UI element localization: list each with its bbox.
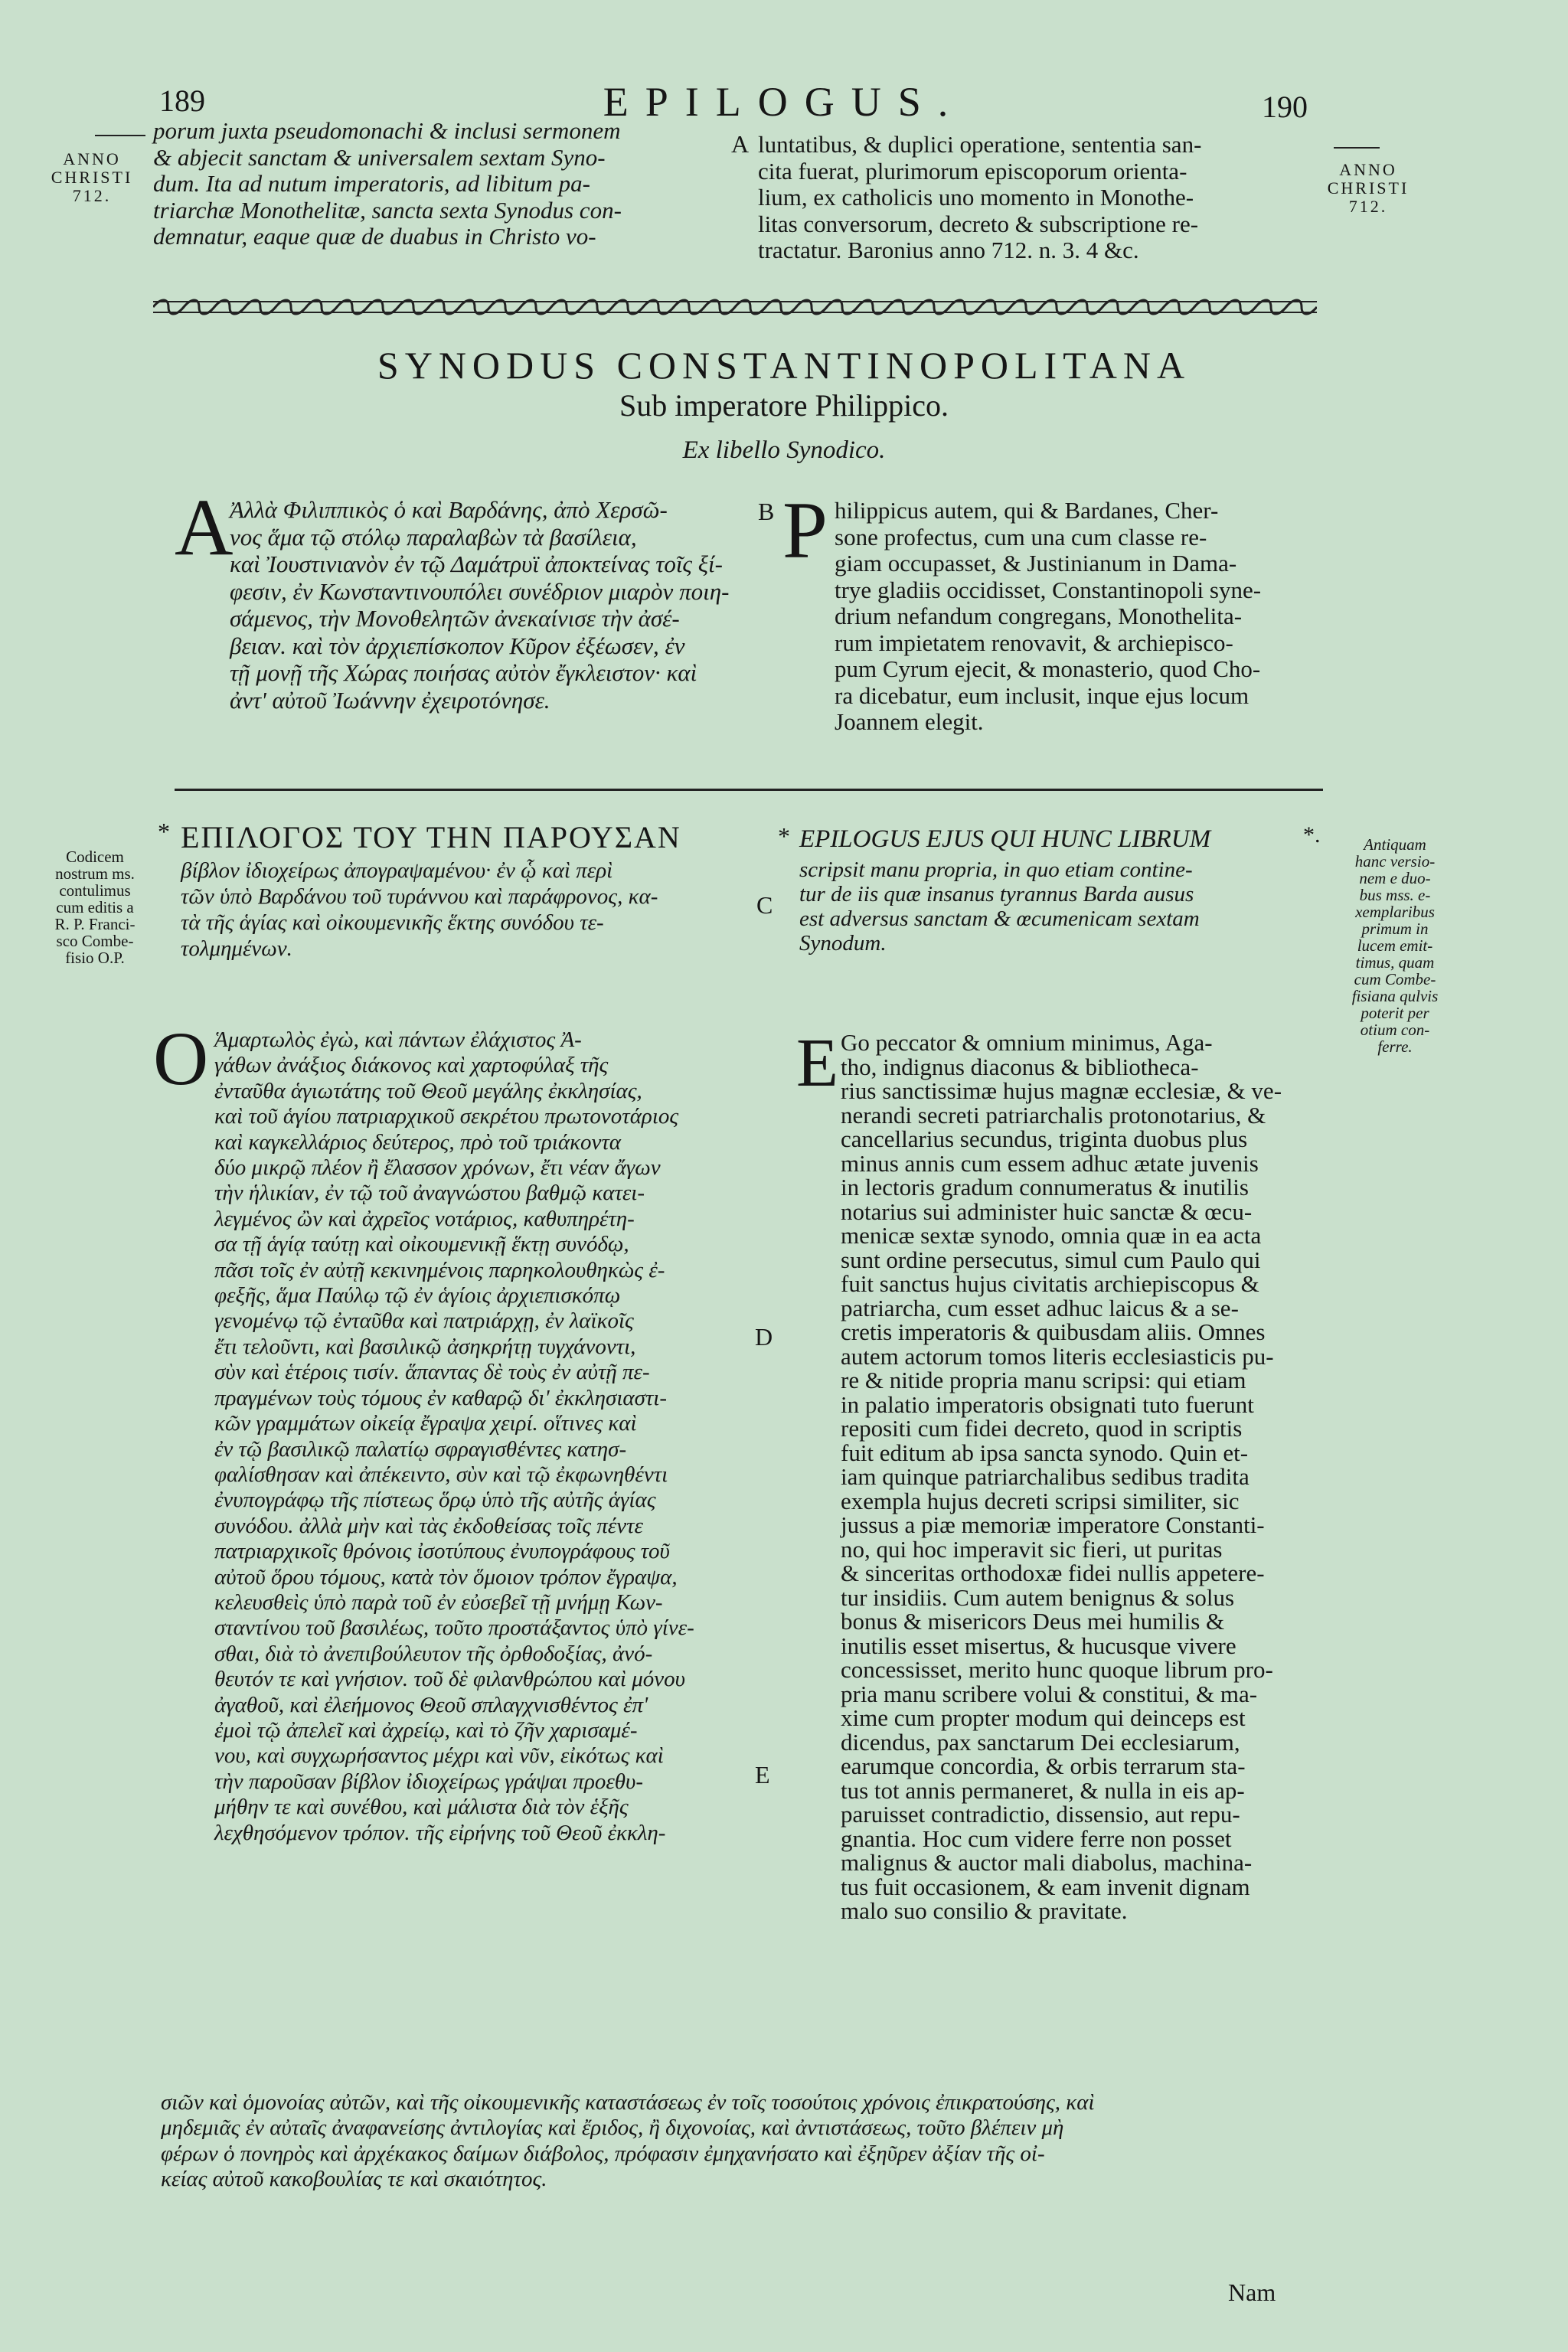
- margin-dash-left: [95, 135, 145, 136]
- body-greek-full-width: σιῶν καὶ ὁμονοίας αὐτῶν, καὶ τῆς οἰκουμενικῆς καταστάσεως ἐν τοῖς τοσούτοις χρόνοις ἐπικρατούσης, καὶ μηδεμιᾶς ἐν αὐταῖς ἀναφανείσης ἀντιλογίας καὶ ἔριδος, ἢ διχονοίας, καὶ ἀντιστάσεως, τοῦτο βλέπειν μὴ φέρων ὁ πονηρὸς καὶ ἀρχέκακος δαίμων διάβολος, πρόφασιν ἐμηχανήσατο καὶ ἐξηῦρεν ἀξίαν τῆς οἰ- κείας αὐτοῦ κακοβουλίας τε καὶ σκαιότητος.: [161, 2090, 1095, 2192]
- latin-title-star: *: [778, 822, 790, 850]
- greek-epilogue-subtitle: βίβλον ἰδιοχείρως ἀπογραψαμένου· ἐν ᾧ καὶ περὶ τῶν ὑπὸ Βαρδάνου τοῦ τυράννου καὶ παράφρονος, κα- τὰ τῆς ἁγίας καὶ οἰκουμενικῆς ἕκτης συνόδου τε- τολμημένων.: [181, 858, 658, 961]
- latin-dropcap-e: E: [796, 1025, 838, 1101]
- body-latin-column: Go peccator & omnium minimus, Aga- tho, indignus diaconus & bibliotheca- rius sanctissimæ hujus magnæ ecclesiæ, & ve- nerandi secreti patriarchalis protonotarius, & cancellarius secundus, triginta duobus plus minus annis cum essem adhuc ætate juvenis in lectoris gradum connumeratus & inutilis notarius sui administer huic sanctæ & œcu- menicæ sextæ synodo, omnia quæ in ea acta sunt ordine persecutus, simul cum Paulo qui fuit sanctus hujus civitatis archiepiscopus & patriarcha, cum esset adhuc laicus & a se- cretis imperatoris & quibusdam aliis. Omnes autem actorum tomos literis ecclesiasticis pu- re & nitide propria manu scripsi: qui etiam in palatio imperatoris obsignati tuto fuerunt repositi cum fidei decreto, quod in scriptis fuit editum ab ipsa sancta synodo. Quin et- iam quinque patriarchalibus sedibus tradita exempla hujus decreti scripsi similiter, sic jussus a piæ memoriæ imperatore Constanti- no, qui hoc imperavit sic fieri, ut puritas & sinceritas orthodoxæ fidei nullis appetere- tur insidiis. Cum autem benignus & solus bonus & misericors Deus mei humilis & inutilis esset misertus, & hucusque vivere concessisset, merito hunc quoque librum pro- pria manu scribere volui & constitui, & ma- xime cum propter modum qui deinceps est dicendus, pax sanctarum Dei ecclesiarum, earumque concordia, & orbis terrarum sta- tus tot annis permaneret, & nulla in eis ap- paruisset contradictio, dissensio, aut repu- gnantia. Hoc cum videre ferre non posset malignus & auctor mali diabolus, machina- tus fuit occasionem, & eam invenit dignam malo suo consilio & pravitate.: [841, 1029, 1282, 1924]
- greek-title-star: *: [158, 818, 170, 845]
- greek-dropcap-o: Ο: [153, 1016, 209, 1101]
- margin-dash-right: [1334, 147, 1380, 149]
- top-left-column: porum juxta pseudomonachi & inclusi sermonem & abjecit sanctam & universalem sextam Syno- dum. Ita ad nutum imperatoris, ad libitum pa- triarchæ Monothelitæ, sancta sexta Synodus con- demnatur, eaque quæ de duabus in Christo vo-: [153, 117, 622, 250]
- marker-e: E: [755, 1761, 770, 1788]
- greek-dropcap-alla: Α: [175, 482, 234, 572]
- synod-source: Ex libello Synodico.: [682, 436, 886, 464]
- top-right-column: luntatibus, & duplici operatione, sententia san- cita fuerat, plurimorum episcoporum orienta- lium, ex catholicis uno momento in Monothe- litas conversorum, decreto & subscriptione re- tractatur. Baronius anno 712. n. 3. 4 &c.: [758, 131, 1202, 263]
- synod-greek-text: Ἀλλὰ Φιλιππικὸς ὁ καὶ Βαρδάνης, ἀπὸ Χερσῶ- νος ἅμα τῷ στόλῳ παραλαβὼν τὰ βασίλεια, καὶ Ἰουστινιανὸν ἐν τῷ Δαμάτρυϊ ἀποκτείνας τοῖς ξί- φεσιν, ἐν Κωνσταντινουπόλει συνέδριον μιαρὸν ποιη- σάμενος, τὴν Μονοθελητῶν ἀνεκαίνισε τὴν ἀσέ- βειαν. καὶ τὸν ἀρχιεπίσκοπον Κῦρον ἐξέωσεν, ἐν τῇ μονῇ τῆς Χώρας ποιήσας αὐτὸν ἔγκλειστον· καὶ ἀντ' αὐτοῦ Ἰωάννην ἐχειροτόνησε.: [230, 496, 730, 714]
- synod-title: SYNODUS CONSTANTINOPOLITANA: [377, 344, 1191, 387]
- marker-b: B: [758, 498, 775, 525]
- synod-latin-text: hilippicus autem, qui & Bardanes, Cher- sone profectus, cum una cum classe re- giam occupasset, & Justinianum in Dama- trye gladiis occidisset, Constantinopoli syne- drium nefandum congregans, Monothelita- rum impietatem renovavit, & archiepisco- pum Cyrum ejecit, & monasterio, quod Cho- ra dicebatur, eum inclusit, inque ejus locum Joannem elegit.: [835, 497, 1262, 735]
- running-title: EPILOGUS.: [603, 79, 965, 125]
- latin-title-end-star: *.: [1303, 822, 1321, 848]
- latin-epilogue-title: EPILOGUS EJUS QUI HUNC LIBRUM: [799, 825, 1211, 853]
- margin-note-left: Codicem nostrum ms. contulimus cum editis a R. P. Franci- sco Combe- fisio O.P.: [54, 848, 136, 967]
- anno-christi-right: ANNO CHRISTI 712.: [1327, 160, 1410, 216]
- ornamental-rule: [153, 296, 1317, 318]
- body-greek-column: Ἁμαρτωλὸς ἐγὼ, καὶ πάντων ἐλάχιστος Ἀ- γάθων ἀνάξιος διάκονος καὶ χαρτοφύλαξ τῆς ἐνταῦθα ἁγιωτάτης τοῦ Θεοῦ μεγάλης ἐκκλησίας, καὶ τοῦ ἁγίου πατριαρχικοῦ σεκρέτου πρωτονοτάριος καὶ καγκελλάριος δεύτερος, πρὸ τοῦ τριάκοντα δύο μικρῷ πλέον ἢ ἔλασσον χρόνων, ἔτι νέαν ἄγων τὴν ἡλικίαν, ἐν τῷ τοῦ ἀναγνώστου βαθμῷ κατει- λεγμένος ὢν καὶ ἀχρεῖος νοτάριος, καθυπηρέτη- σα τῇ ἁγίᾳ ταύτῃ καὶ οἰκουμενικῇ ἕκτῃ συνόδῳ, πᾶσι τοῖς ἐν αὐτῇ κεκινημένοις παρηκολουθηκὼς ἐ- φεξῆς, ἅμα Παύλῳ τῷ ἐν ἁγίοις ἀρχιεπισκόπῳ γενομένῳ τῷ ἐνταῦθα καὶ πατριάρχῃ, ἐν λαϊκοῖς ἔτι τελοῦντι, καὶ βασιλικῷ ἀσηκρήτῃ τυγχάνοντι, σὺν καὶ ἑτέροις τισίν. ἅπαντας δὲ τοὺς ἐν αὐτῇ πε- πραγμένων τοὺς τόμους ἐν καθαρῷ δι' ἐκκλησιαστι- κῶν γραμμάτων οἰκείᾳ ἔγραψα χειρί. οἵτινες καὶ ἐν τῷ βασιλικῷ παλατίῳ σφραγισθέντες κατησ- φαλίσθησαν καὶ ἀπέκειντο, σὺν καὶ τῷ ἐκφωνηθέντι ἐνυπογράφῳ τῆς πίστεως ὅρῳ ὑπὸ τῆς αὐτῆς ἁγίας συνόδου. ἀλλὰ μὴν καὶ τὰς ἐκδοθείσας τοῖς πέντε πατριαρχικοῖς θρόνοις ἰσοτύπους ἐνυπογράφους τοῦ αὐτοῦ ὅρου τόμους, κατὰ τὸν ὅμοιον τρόπον ἔγραψα, κελευσθεὶς ὑπὸ παρὰ τοῦ ἐν εὐσεβεῖ τῇ μνήμῃ Κων- σταντίνου τοῦ βασιλέως, τοῦτο προστάξαντος ὑπὸ γίνε- σθαι, διὰ τὸ ἀνεπιβούλευτον τῆς ὀρθοδοξίας, ἀνό- θευτόν τε καὶ γνήσιον. τοῦ δὲ φιλανθρώπου καὶ μόνου ἀγαθοῦ, καὶ ἐλεήμονος Θεοῦ σπλαγχνισθέντος ἐπ' ἐμοὶ τῷ ἀπελεῖ καὶ ἀχρείῳ, καὶ τὸ ζῆν χαρισαμέ- νου, καὶ συγχωρήσαντος μέχρι καὶ νῦν, εἰκότως καὶ τὴν παροῦσαν βίβλον ἰδιοχείρως γράψαι προεθυ- μήθην τε καὶ συνέθου, καὶ μάλιστα διὰ τὸν ἑξῆς λεχθησόμενον τρόπον. τῆς εἰρήνης τοῦ Θεοῦ ἐκκλη-: [214, 1027, 694, 1845]
- catchword: Nam: [1228, 2278, 1276, 2306]
- marker-c: C: [756, 891, 773, 919]
- anno-christi-left: ANNO CHRISTI 712.: [51, 149, 133, 205]
- marker-a: A: [731, 130, 750, 158]
- latin-epilogue-subtitle: scripsit manu propria, in quo etiam contine- tur de iis quæ insanus tyrannus Barda ausus est adversus sanctam & œcumenicam sextam Synodum.: [799, 858, 1200, 956]
- synod-subtitle: Sub imperatore Philippico.: [619, 388, 949, 423]
- marker-d: D: [755, 1323, 773, 1351]
- page-number-left: 189: [159, 83, 205, 118]
- section-divider: [175, 789, 1323, 791]
- page-number-right: 190: [1262, 90, 1308, 124]
- margin-note-right: Antiquam hanc versio- nem e duo- bus mss. e- xemplaribus primum in lucem emit- timus, quam cum Combe- fisiana qulvis poterit per otium con- ferre.: [1351, 835, 1439, 1056]
- latin-dropcap-p: P: [782, 485, 828, 575]
- greek-epilogue-title: ΕΠΙΛΟΓΟΣ ΤΟΥ ΤΗΝ ΠΑΡΟΥΣΑΝ: [181, 820, 681, 854]
